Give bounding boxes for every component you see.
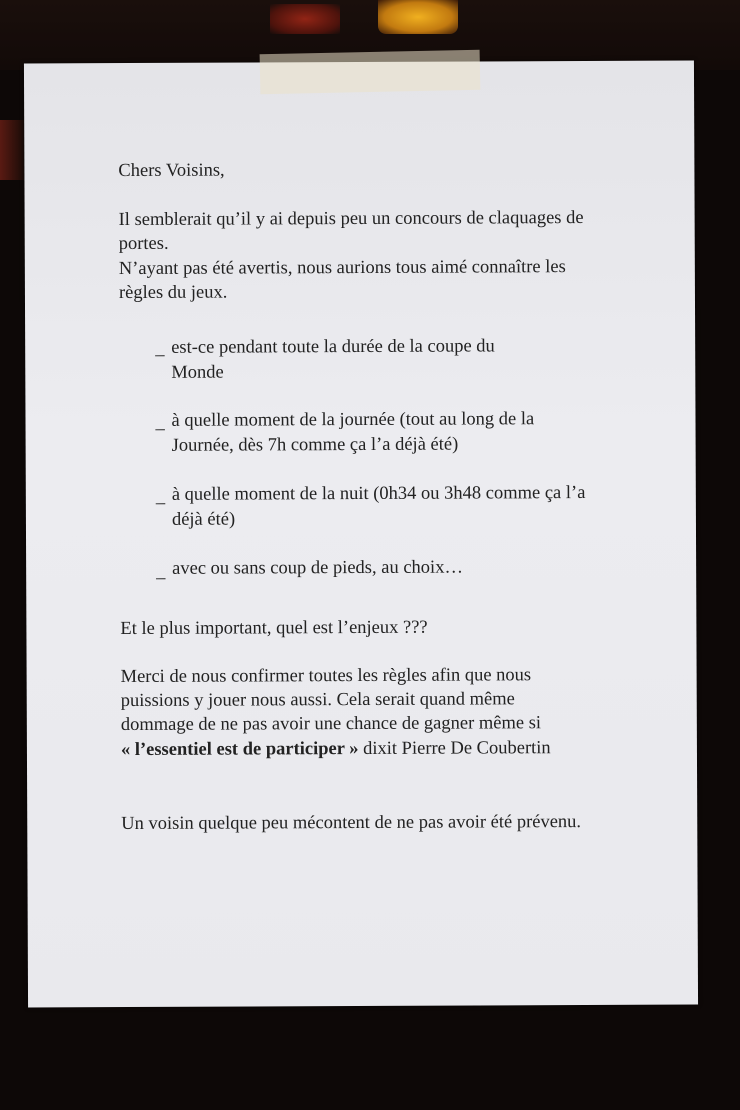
orange-light-glow xyxy=(378,0,458,34)
intro-line-3: N’ayant pas été avertis, nous aurions tous aimé connaître les xyxy=(118,257,566,280)
closing-line-3: dommage de ne pas avoir une chance de gagner même si xyxy=(120,713,542,736)
bullet-marker: _ xyxy=(155,486,166,507)
bullet-marker: _ xyxy=(156,561,166,582)
salutation: Chers Voisins, xyxy=(118,160,225,182)
bullet-3-line-2: déjà été) xyxy=(171,509,236,530)
closing-line-1: Merci de nous confirmer toutes les règles afin que nous xyxy=(120,665,532,688)
quote-bold: « l’essentiel est de participer » xyxy=(120,739,359,761)
posted-letter xyxy=(24,61,698,1008)
bullet-3-line-1: à quelle moment de la nuit (0h34 ou 3h48 comme ça l’a xyxy=(171,483,586,505)
signature: Un voisin quelque peu mécontent de ne pas avoir été prévenu. xyxy=(121,812,582,835)
adhesive-tape xyxy=(260,50,481,95)
intro-line-1: Il semblerait qu’il y ai depuis peu un concours de claquages de xyxy=(118,208,584,231)
intro-line-4: règles du jeux. xyxy=(118,282,228,304)
bullet-4-line-1: avec ou sans coup de pieds, au choix… xyxy=(172,557,463,579)
intro-line-2: portes. xyxy=(118,233,169,255)
bullet-marker: _ xyxy=(155,338,165,359)
question-line: Et le plus important, quel est l’enjeux ??? xyxy=(120,617,428,640)
red-light-glow xyxy=(270,4,340,34)
bullet-marker: _ xyxy=(155,412,165,433)
quote-line xyxy=(121,736,551,762)
bullet-1-line-1: est-ce pendant toute la durée de la coupe du xyxy=(171,336,495,358)
closing-line-2: puissions y jouer nous aussi. Cela serait quand même xyxy=(120,689,515,712)
bullet-2-line-2: Journée, dès 7h comme ça l’a déjà été) xyxy=(171,434,459,456)
bullet-2-line-1: à quelle moment de la journée (tout au long de la xyxy=(171,409,535,431)
bullet-1-line-2: Monde xyxy=(171,362,224,383)
quote-attribution: dixit Pierre De Coubertin xyxy=(358,738,551,760)
left-edge-glow xyxy=(0,120,24,180)
